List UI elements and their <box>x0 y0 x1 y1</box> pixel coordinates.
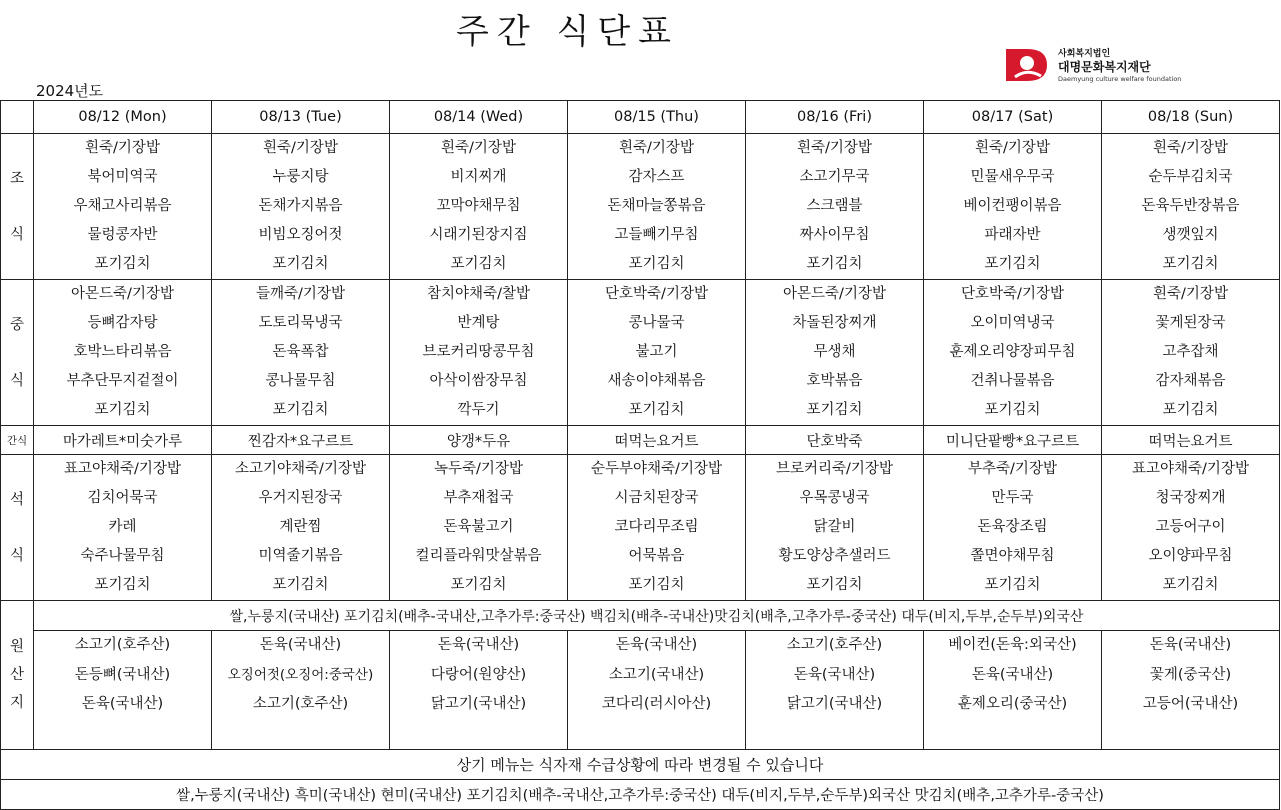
origin-item: 돈등뼈(국내산) <box>74 666 171 683</box>
menu-item: 우목콩냉국 <box>799 490 870 506</box>
menu-item: 꽃게된장국 <box>1155 315 1226 331</box>
day-header-mon: 08/12 (Mon) <box>34 101 212 134</box>
menu-item: 흰죽/기장밥 <box>263 140 338 156</box>
day-header-sun: 08/18 (Sun) <box>1102 101 1280 134</box>
lunch-row <box>1 280 1280 426</box>
category-dinner: 석 식 <box>1 455 34 601</box>
menu-item: 흰죽/기장밥 <box>619 140 694 156</box>
menu-item: 건취나물볶음 <box>970 373 1055 389</box>
origin-wed <box>390 631 568 750</box>
header-row <box>1 101 1280 134</box>
dinner-sat <box>924 455 1102 601</box>
menu-item: 포기김치 <box>272 402 329 418</box>
day-header-tue: 08/13 (Tue) <box>212 101 390 134</box>
origin-item: 소고기(호주산) <box>252 696 349 712</box>
menu-item: 아몬드죽/기장밥 <box>71 286 174 302</box>
menu-item: 포기김치 <box>806 402 863 418</box>
origin-sat <box>924 631 1102 750</box>
menu-item: 컬리플라워맛살볶음 <box>415 548 542 564</box>
breakfast-wed <box>390 134 568 280</box>
origin-common-row <box>1 601 1280 631</box>
menu-item: 김치어묵국 <box>87 490 158 506</box>
origin-item: 소고기(국내산) <box>608 666 705 683</box>
notice-text: 상기 메뉴는 식자재 수급상황에 따라 변경될 수 있습니다 <box>1 750 1280 780</box>
category-snack: 간식 <box>1 426 34 455</box>
menu-item: 표고야채죽/기장밥 <box>64 461 181 477</box>
breakfast-sat <box>924 134 1102 280</box>
menu-item: 짜사이무침 <box>799 227 870 243</box>
menu-item: 들깨죽/기장밥 <box>256 286 345 302</box>
menu-item: 우채고사리볶음 <box>73 198 172 214</box>
snack-sat: 미니단팥빵*요구르트 <box>924 426 1102 455</box>
menu-item: 꼬막야채무침 <box>436 198 521 214</box>
menu-item: 고들빼기무침 <box>614 227 699 243</box>
footer-row <box>1 780 1280 810</box>
year-label: 2024년도 <box>36 82 104 100</box>
snack-wed: 양갱*두유 <box>390 426 568 455</box>
menu-item: 오이양파무침 <box>1148 548 1233 564</box>
menu-item: 포기김치 <box>628 577 685 593</box>
dinner-fri <box>746 455 924 601</box>
category-lunch: 중 식 <box>1 280 34 426</box>
day-header-thu: 08/15 (Thu) <box>568 101 746 134</box>
origin-common: 쌀,누룽지(국내산) 포기김치(배추-국내산,고추가루:중국산) 백김치(배추-국내산)맛김치(배추,고추가루-중국산) 대두(비지,두부,순두부)외국산 <box>34 601 1280 631</box>
menu-item: 흰죽/기장밥 <box>85 140 160 156</box>
menu-item: 고추잡채 <box>1162 344 1219 360</box>
menu-item: 포기김치 <box>94 577 151 593</box>
menu-item: 고등어구이 <box>1155 519 1226 535</box>
menu-item: 브로커리죽/기장밥 <box>776 461 893 477</box>
menu-item: 포기김치 <box>806 256 863 272</box>
menu-item: 카레 <box>108 519 137 535</box>
menu-item: 포기김치 <box>984 402 1041 418</box>
origin-item: 닭고기(국내산) <box>786 696 883 712</box>
menu-item: 흰죽/기장밥 <box>975 140 1050 156</box>
menu-item: 만두국 <box>991 490 1034 506</box>
menu-item: 포기김치 <box>272 577 329 593</box>
menu-item: 비빔오징어젓 <box>258 227 343 243</box>
origin-item: 꽃게(중국산) <box>1149 666 1232 683</box>
logo-line3: Daemyung culture welfare foundation <box>1058 75 1182 83</box>
dinner-thu <box>568 455 746 601</box>
menu-item: 포기김치 <box>984 577 1041 593</box>
origin-mon <box>34 631 212 750</box>
category-breakfast: 조 식 <box>1 134 34 280</box>
menu-item: 돈육두반장볶음 <box>1141 198 1240 214</box>
menu-item: 포기김치 <box>628 256 685 272</box>
menu-item: 단호박죽/기장밥 <box>961 286 1064 302</box>
breakfast-thu <box>568 134 746 280</box>
menu-item: 북어미역국 <box>87 169 158 185</box>
menu-item: 미역줄기볶음 <box>258 548 343 564</box>
menu-item: 청국장찌개 <box>1155 490 1226 506</box>
origin-item: 돈육(국내산) <box>793 666 876 683</box>
logo-mark-icon <box>1003 46 1053 84</box>
menu-item: 감자채볶음 <box>1155 373 1226 389</box>
menu-item: 순두부김치국 <box>1148 169 1233 185</box>
origin-item: 고등어(국내산) <box>1142 696 1239 712</box>
menu-item: 우거지된장국 <box>258 490 343 506</box>
origin-fri <box>746 631 924 750</box>
snack-row <box>1 426 1280 455</box>
menu-item: 순두부야채죽/기장밥 <box>591 461 722 477</box>
menu-item: 계란찜 <box>279 519 322 535</box>
menu-item: 포기김치 <box>1162 402 1219 418</box>
menu-item: 감자스프 <box>628 169 685 185</box>
snack-thu: 떠먹는요거트 <box>568 426 746 455</box>
menu-item: 녹두죽/기장밥 <box>434 461 523 477</box>
origin-tue <box>212 631 390 750</box>
header-corner <box>1 101 34 134</box>
menu-item: 포기김치 <box>806 577 863 593</box>
menu-item: 훈제오리양장피무침 <box>949 344 1076 360</box>
menu-item: 콩나물국 <box>628 315 685 331</box>
menu-item: 무생채 <box>813 344 856 360</box>
menu-item: 파래자반 <box>984 227 1041 243</box>
origin-item: 훈제오리(중국산) <box>957 696 1068 712</box>
menu-item: 부추단무지겉절이 <box>66 373 179 389</box>
menu-item: 참치야채죽/찰밥 <box>427 286 530 302</box>
menu-item: 포기김치 <box>1162 256 1219 272</box>
menu-item: 닭갈비 <box>813 519 856 535</box>
breakfast-tue <box>212 134 390 280</box>
menu-item: 포기김치 <box>628 402 685 418</box>
origin-item: 소고기(호주산) <box>74 637 171 653</box>
menu-item: 부추죽/기장밥 <box>968 461 1057 477</box>
menu-item: 브로커리땅콩무침 <box>422 344 535 360</box>
category-origin: 원 산 지 <box>1 601 34 750</box>
origin-item: 돈육(국내산) <box>81 696 164 712</box>
lunch-mon <box>34 280 212 426</box>
menu-item: 호박볶음 <box>806 373 863 389</box>
origin-item: 소고기(호주산) <box>786 637 883 653</box>
origin-item: 돈육(국내산) <box>1149 637 1232 653</box>
menu-item: 아몬드죽/기장밥 <box>783 286 886 302</box>
snack-tue: 찐감자*요구르트 <box>212 426 390 455</box>
lunch-sat <box>924 280 1102 426</box>
menu-item: 누룽지탕 <box>272 169 329 185</box>
menu-item: 흰죽/기장밥 <box>797 140 872 156</box>
lunch-sun <box>1102 280 1280 426</box>
menu-table <box>0 100 1280 810</box>
menu-item: 시금치된장국 <box>614 490 699 506</box>
menu-item: 소고기무국 <box>799 169 870 185</box>
origin-thu <box>568 631 746 750</box>
menu-item: 돈채마늘쫑볶음 <box>607 198 706 214</box>
page-title: 주간 식단표 <box>455 12 680 52</box>
origin-row <box>1 631 1280 750</box>
menu-item: 호박느타리볶음 <box>73 344 172 360</box>
origin-item: 돈육(국내산) <box>971 666 1054 683</box>
lunch-fri <box>746 280 924 426</box>
menu-item: 포기김치 <box>450 256 507 272</box>
menu-item: 포기김치 <box>1162 577 1219 593</box>
breakfast-sun <box>1102 134 1280 280</box>
notice-row <box>1 750 1280 780</box>
snack-fri: 단호박죽 <box>746 426 924 455</box>
origin-item: 돈육(국내산) <box>259 637 342 653</box>
dinner-sun <box>1102 455 1280 601</box>
lunch-thu <box>568 280 746 426</box>
menu-item: 포기김치 <box>94 256 151 272</box>
origin-item: 코다리(러시아산) <box>601 696 712 712</box>
menu-item: 오이미역냉국 <box>970 315 1055 331</box>
menu-item: 숙주나물무침 <box>80 548 165 564</box>
menu-item: 어묵볶음 <box>628 548 685 564</box>
menu-item: 돈육장조림 <box>977 519 1048 535</box>
lunch-wed <box>390 280 568 426</box>
menu-item: 돈육불고기 <box>443 519 514 535</box>
menu-item: 콩나물무침 <box>265 373 336 389</box>
lunch-tue <box>212 280 390 426</box>
origin-item: 오징어젓(오징어:중국산) <box>227 666 374 683</box>
menu-item: 깍두기 <box>457 402 500 418</box>
menu-item: 도토리묵냉국 <box>258 315 343 331</box>
menu-item: 표고야채죽/기장밥 <box>1132 461 1249 477</box>
menu-item: 아삭이쌈장무침 <box>429 373 528 389</box>
menu-item: 부추재첩국 <box>443 490 514 506</box>
logo-line2: 대명문화복지재단 <box>1058 60 1151 74</box>
snack-sun: 떠먹는요거트 <box>1102 426 1280 455</box>
breakfast-row <box>1 134 1280 280</box>
origin-sun <box>1102 631 1280 750</box>
menu-item: 새송이야채볶음 <box>607 373 706 389</box>
origin-item: 닭고기(국내산) <box>430 696 527 712</box>
menu-item: 코다리무조림 <box>614 519 699 535</box>
menu-item: 포기김치 <box>984 256 1041 272</box>
menu-item: 포기김치 <box>94 402 151 418</box>
day-header-wed: 08/14 (Wed) <box>390 101 568 134</box>
dinner-tue <box>212 455 390 601</box>
dinner-row <box>1 455 1280 601</box>
menu-item: 스크램블 <box>806 198 863 214</box>
menu-item: 민물새우무국 <box>970 169 1055 185</box>
menu-item: 단호박죽/기장밥 <box>605 286 708 302</box>
menu-item: 흰죽/기장밥 <box>1153 286 1228 302</box>
dinner-wed <box>390 455 568 601</box>
menu-item: 비지찌개 <box>450 169 507 185</box>
footer-origin: 쌀,누룽지(국내산) 흑미(국내산) 현미(국내산) 포기김치(배추-국내산,고추가루:중국산) 대두(비지,두부,순두부)외국산 맛김치(배추,고추가루-중국산) <box>1 780 1280 810</box>
menu-item: 돈육폭찹 <box>272 344 329 360</box>
menu-item: 소고기야채죽/기장밥 <box>235 461 366 477</box>
dinner-mon <box>34 455 212 601</box>
menu-item: 베이컨팽이볶음 <box>963 198 1062 214</box>
menu-item: 흰죽/기장밥 <box>441 140 516 156</box>
menu-item: 돈채가지볶음 <box>258 198 343 214</box>
origin-item: 돈육(국내산) <box>615 637 698 653</box>
menu-item: 흰죽/기장밥 <box>1153 140 1228 156</box>
origin-item: 다랑어(원양산) <box>430 666 527 683</box>
menu-item: 불고기 <box>635 344 678 360</box>
menu-item: 포기김치 <box>272 256 329 272</box>
menu-item: 포기김치 <box>450 577 507 593</box>
breakfast-mon <box>34 134 212 280</box>
menu-item: 시래기된장지짐 <box>429 227 528 243</box>
menu-item: 반계탕 <box>457 315 500 331</box>
menu-item: 등뼈감자탕 <box>87 315 158 331</box>
logo-line1: 사회복지법인 <box>1058 49 1111 59</box>
day-header-fri: 08/16 (Fri) <box>746 101 924 134</box>
menu-item: 물렁콩자반 <box>87 227 158 243</box>
breakfast-fri <box>746 134 924 280</box>
snack-mon: 마가레트*미숫가루 <box>34 426 212 455</box>
origin-item: 돈육(국내산) <box>437 637 520 653</box>
day-header-sat: 08/17 (Sat) <box>924 101 1102 134</box>
menu-item: 생깻잎지 <box>1162 227 1219 243</box>
menu-item: 쫄면야채무침 <box>970 548 1055 564</box>
foundation-logo <box>1003 44 1183 88</box>
menu-item: 차돌된장찌개 <box>792 315 877 331</box>
origin-item: 베이컨(돈육:외국산) <box>948 637 1077 653</box>
menu-item: 황도양상추샐러드 <box>778 548 891 564</box>
